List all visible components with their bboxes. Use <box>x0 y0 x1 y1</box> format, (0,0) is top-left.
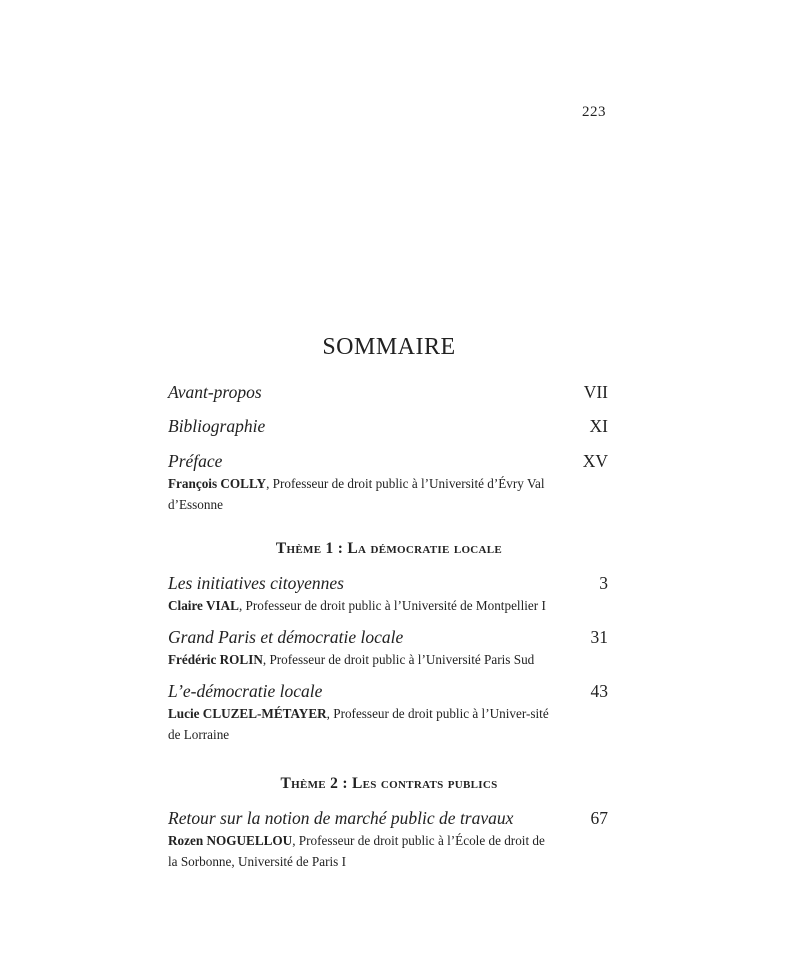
toc-entry-title: Préface <box>168 451 223 471</box>
author-name: François COLLY <box>168 476 267 491</box>
toc-entry-page: 3 <box>599 573 608 593</box>
toc-entry-page: VII <box>583 382 608 402</box>
toc-entry-author <box>168 595 608 616</box>
author-name: Claire VIAL <box>168 598 239 613</box>
toc-entry-title: L’e-démocratie locale <box>168 681 323 701</box>
toc-entry-e-democratie <box>168 680 608 745</box>
page-number: 223 <box>582 104 606 120</box>
toc-entry-title: Grand Paris et démocratie locale <box>168 627 404 647</box>
toc-entry-page: 43 <box>590 681 608 701</box>
theme-heading-1: Thème 1 : La démocratie locale <box>275 540 503 557</box>
toc-entry-bibliographie <box>168 415 608 437</box>
author-affiliation: , Professeur de droit public à l’Université de Montpellier I <box>238 598 546 613</box>
toc-entry-page: XI <box>589 416 608 436</box>
toc-entry-title: Avant-propos <box>168 382 262 402</box>
author-affiliation: , Professeur de droit public à l’Université Paris Sud <box>262 652 535 667</box>
toc-entry-page: 67 <box>590 808 608 828</box>
toc-entry-grand-paris <box>168 626 608 670</box>
toc-entry-title: Les initiatives citoyennes <box>168 573 344 593</box>
author-name: Lucie CLUZEL-MÉTAYER <box>168 706 327 721</box>
toc-entry-author <box>168 830 550 872</box>
theme-heading-2: Thème 2 : Les contrats publics <box>280 775 498 792</box>
toc-entry-marche-public <box>168 807 608 872</box>
toc-entry-author <box>168 473 550 515</box>
toc-entry-initiatives <box>168 572 608 616</box>
toc-entry-author <box>168 703 550 745</box>
page-title: SOMMAIRE <box>322 334 456 360</box>
author-affiliation: , Professeur de droit public à l’Université d’Évry Val d’Essonne <box>168 476 545 512</box>
author-affiliation: , Professeur de droit public à l’École de droit de la Sorbonne, Université de Paris I <box>168 833 545 869</box>
author-affiliation: , Professeur de droit public à l’Univer-sité de Lorraine <box>168 706 549 742</box>
toc-entry-avant-propos <box>168 381 608 403</box>
toc-entry-page: XV <box>582 451 608 471</box>
toc-entry-preface <box>168 450 608 515</box>
toc-entry-title: Retour sur la notion de marché public de travaux <box>168 808 514 828</box>
toc-entry-page: 31 <box>590 627 608 647</box>
toc-entry-author <box>168 649 608 670</box>
author-name: Frédéric ROLIN <box>168 652 263 667</box>
toc-entry-title: Bibliographie <box>168 416 266 436</box>
author-name: Rozen NOGUELLOU <box>168 833 293 848</box>
